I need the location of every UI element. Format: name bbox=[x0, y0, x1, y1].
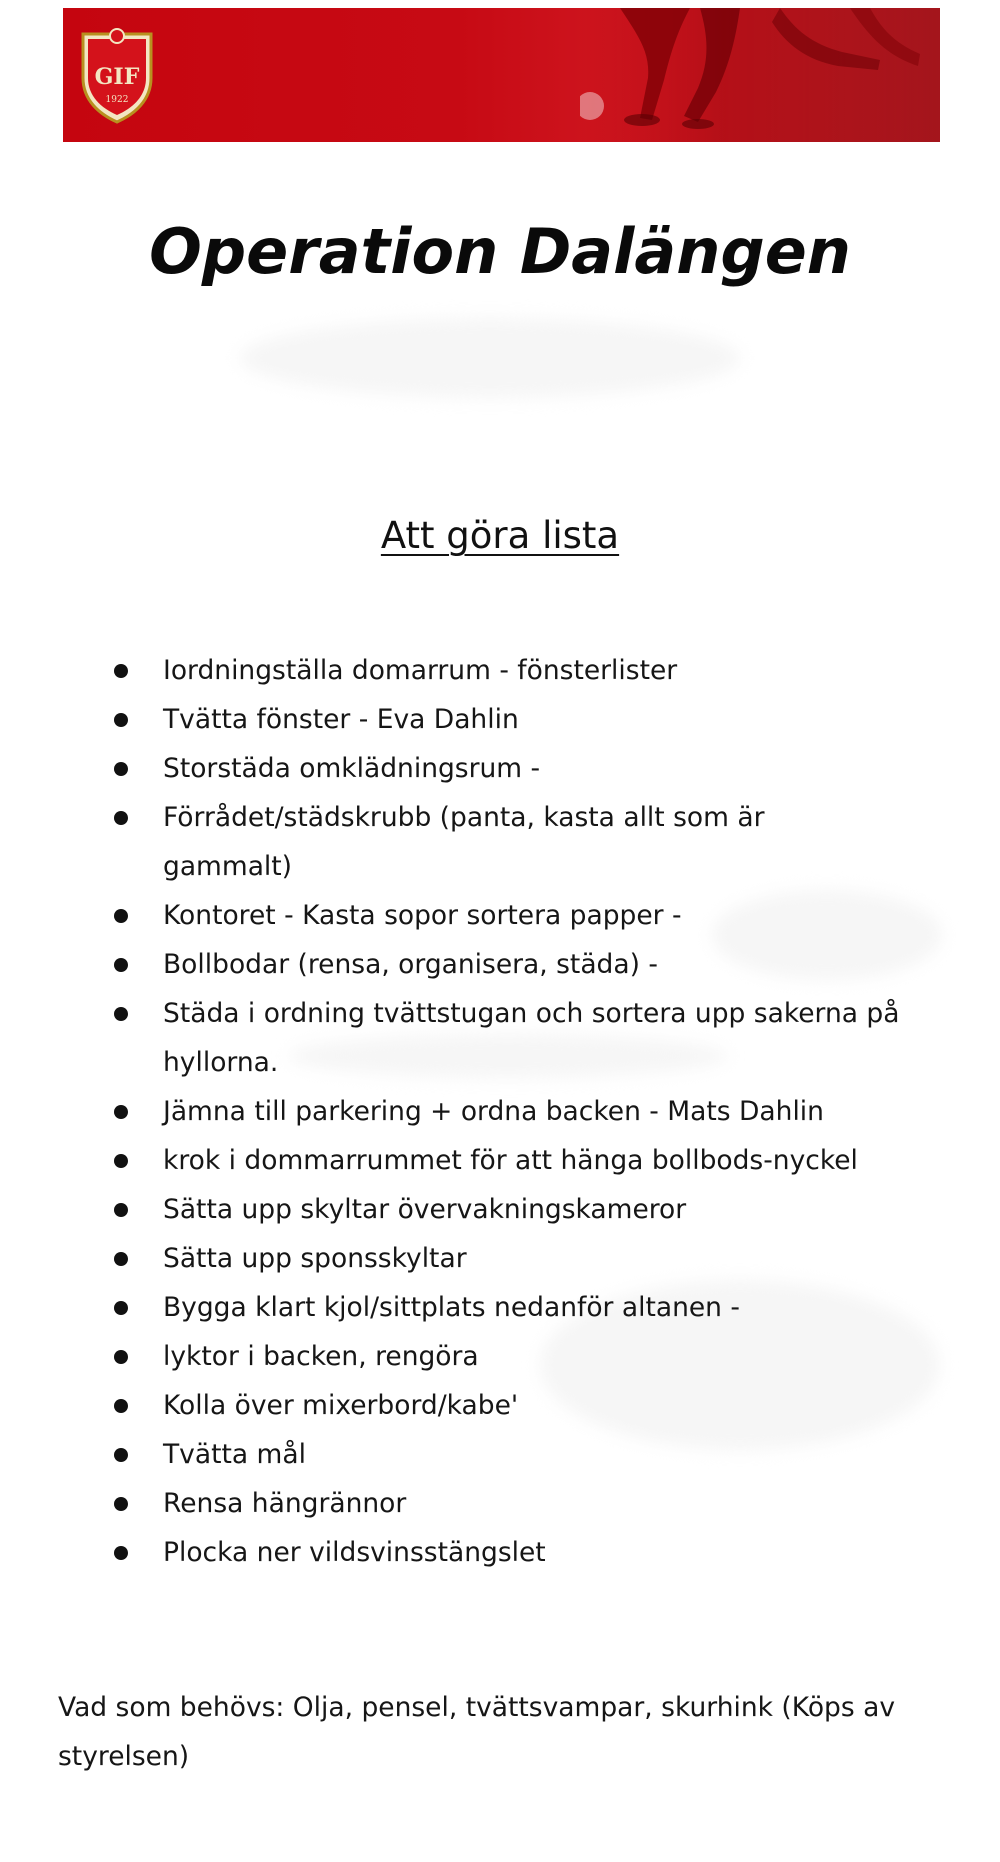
football-players-photo-icon bbox=[580, 8, 940, 142]
list-item bbox=[0, 1381, 1000, 1430]
bullet-icon bbox=[114, 713, 128, 727]
bullet-icon bbox=[114, 1105, 128, 1119]
list-item-text: Rensa hängrännor bbox=[163, 1488, 407, 1519]
bullet-icon bbox=[114, 1203, 128, 1217]
crest-year: 1922 bbox=[105, 95, 129, 105]
todo-list bbox=[0, 646, 1000, 1577]
list-item-text: Sätta upp skyltar övervakningskameror bbox=[163, 1194, 687, 1225]
list-item bbox=[0, 1185, 1000, 1234]
bullet-icon bbox=[114, 1497, 128, 1511]
bullet-icon bbox=[114, 1154, 128, 1168]
list-item-text: Storstäda omklädningsrum - bbox=[163, 753, 541, 784]
list-item-text: Kolla över mixerbord/kabe' bbox=[163, 1390, 519, 1421]
list-item-text: Sätta upp sponsskyltar bbox=[163, 1243, 467, 1274]
list-item-text: lyktor i backen, rengöra bbox=[163, 1341, 479, 1372]
supplies-note: Vad som behövs: Olja, pensel, tvättsvampar, skurhink (Köps av styrelsen) bbox=[58, 1692, 896, 1772]
list-item-text: Tvätta fönster - Eva Dahlin bbox=[163, 704, 519, 735]
bullet-icon bbox=[114, 762, 128, 776]
list-item bbox=[0, 744, 1000, 793]
header-banner bbox=[63, 8, 940, 142]
list-item bbox=[0, 1479, 1000, 1528]
bullet-icon bbox=[114, 1546, 128, 1560]
bullet-icon bbox=[114, 811, 128, 825]
list-item bbox=[0, 1528, 1000, 1577]
bullet-icon bbox=[114, 1007, 128, 1021]
list-item bbox=[0, 940, 1000, 989]
list-item bbox=[0, 1430, 1000, 1479]
list-item-text: Tvätta mål bbox=[163, 1439, 306, 1470]
list-item-text: Bygga klart kjol/sittplats nedanför altanen - bbox=[163, 1292, 740, 1323]
bullet-icon bbox=[114, 1252, 128, 1266]
bullet-icon bbox=[114, 664, 128, 678]
list-item-text: Förrådet/städskrubb (panta, kasta allt som är gammalt) bbox=[163, 802, 765, 882]
list-item bbox=[0, 695, 1000, 744]
crest-letters: GIF bbox=[94, 64, 140, 90]
list-heading: Att göra lista bbox=[380, 514, 620, 557]
list-item-text: Kontoret - Kasta sopor sortera papper - bbox=[163, 900, 682, 931]
list-item-text: krok i dommarrummet för att hänga bollbods-nyckel bbox=[163, 1145, 858, 1176]
bullet-icon bbox=[114, 1448, 128, 1462]
page-title: Operation Dalängen bbox=[149, 215, 851, 288]
list-item bbox=[0, 989, 1000, 1087]
list-item-text: Bollbodar (rensa, organisera, städa) - bbox=[163, 949, 658, 980]
list-item bbox=[0, 793, 1000, 891]
bullet-icon bbox=[114, 1350, 128, 1364]
list-item-text: Städa i ordning tvättstugan och sortera upp sakerna på hyllorna. bbox=[163, 998, 900, 1078]
list-item bbox=[0, 1283, 1000, 1332]
list-item-text: Plocka ner vildsvinsstängslet bbox=[163, 1537, 546, 1568]
list-item bbox=[0, 1136, 1000, 1185]
list-item-text: Jämna till parkering + ordna backen - Mats Dahlin bbox=[163, 1096, 824, 1127]
bullet-icon bbox=[114, 909, 128, 923]
list-item bbox=[0, 1087, 1000, 1136]
redacted-area bbox=[240, 318, 740, 398]
list-item bbox=[0, 646, 1000, 695]
list-item-text: Iordningställa domarrum - fönsterlister bbox=[163, 655, 678, 686]
bullet-icon bbox=[114, 1301, 128, 1315]
bullet-icon bbox=[114, 958, 128, 972]
list-item bbox=[0, 1332, 1000, 1381]
list-item bbox=[0, 1234, 1000, 1283]
list-item bbox=[0, 891, 1000, 940]
bullet-icon bbox=[114, 1399, 128, 1413]
gif-club-crest-icon bbox=[77, 26, 157, 126]
